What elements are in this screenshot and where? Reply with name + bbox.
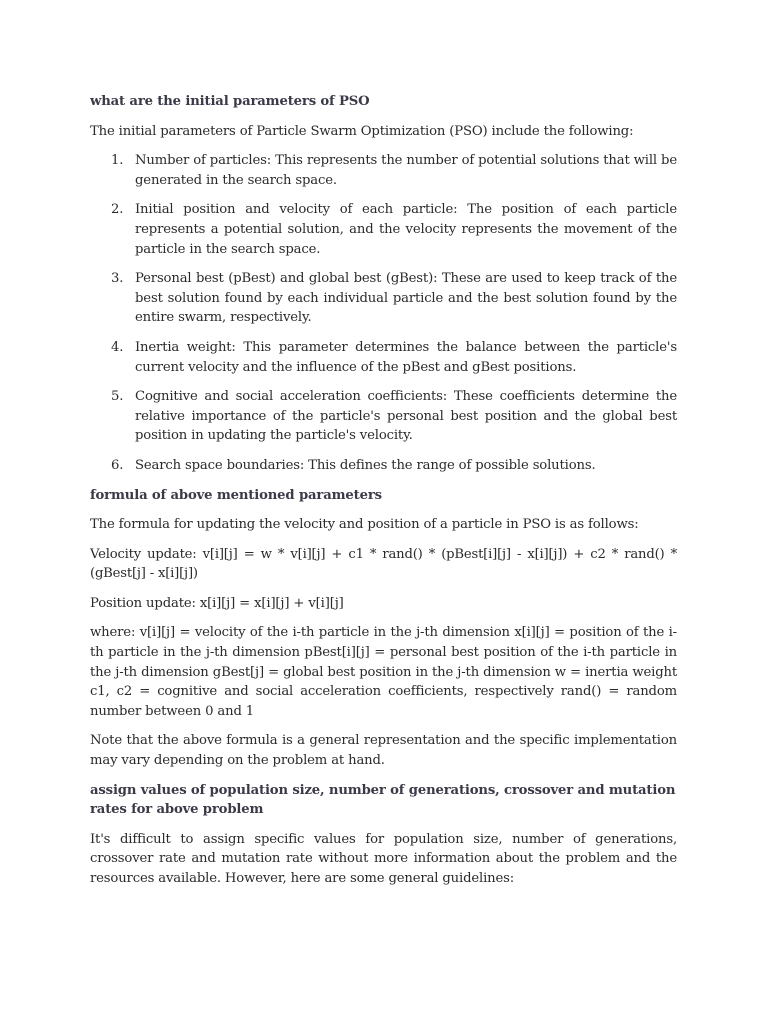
list-item [111, 338, 677, 377]
list-item-number: 1. [111, 153, 124, 169]
list-item-text: Initial position and velocity of each particle: The position of each particle represents a potential solution, and the velocity represents the movement of the particle in the search space. [135, 202, 677, 257]
paragraph-formula-intro: The formula for updating the velocity and position of a particle in PSO is as follows: [90, 517, 639, 533]
parameters-list [90, 151, 677, 475]
list-item-text: Cognitive and social acceleration coefficients: These coefficients determine the relative importance of the particle's personal best position and the global best position in updating the particle's velocity. [135, 389, 677, 444]
list-item-number: 6. [111, 457, 124, 473]
list-item [111, 200, 677, 259]
paragraph-guidelines-intro: It's difficult to assign specific values for population size, number of generations, crossover rate and mutation rate without more information about the problem and the resources available. However, here are some general guidelines: [90, 831, 677, 886]
list-item-number: 5. [111, 389, 124, 405]
list-item-number: 2. [111, 202, 124, 218]
list-item-text: Personal best (pBest) and global best (gBest): These are used to keep track of the best solution found by each individual particle and the best solution found by the entire swarm, respectively. [135, 271, 677, 326]
document-body [90, 92, 677, 899]
paragraph-velocity-update: Velocity update: v[i][j] = w * v[i][j] + c1 * rand() * (pBest[i][j] - x[i][j]) + c2 * rand() * (gBest[j] - x[i][j]) [90, 546, 677, 582]
section-heading-assign-values: assign values of population size, number of generations, crossover and mutation rates for above problem [90, 782, 676, 818]
paragraph-where: where: v[i][j] = velocity of the i-th particle in the j-th dimension x[i][j] = position of the i-th particle in the j-th dimension pBest[i][j] = personal best position of the i-th particle in the j-th dimension gBest[j] = global best position in the j-th dimension w = inertia weight c1, c2 = cognitive and social acceleration coefficients, respectively rand() = random number between 0 and 1 [90, 625, 677, 719]
list-item-text: Inertia weight: This parameter determines the balance between the particle's current velocity and the influence of the pBest and gBest positions. [135, 339, 677, 375]
paragraph-position-update: Position update: x[i][j] = x[i][j] + v[i][j] [90, 595, 344, 611]
list-item-text: Search space boundaries: This defines the range of possible solutions. [135, 457, 596, 473]
list-item [111, 387, 677, 446]
list-item [111, 456, 677, 476]
paragraph-note: Note that the above formula is a general representation and the specific implementation may vary depending on the problem at hand. [90, 733, 677, 769]
list-item-text: Number of particles: This represents the number of potential solutions that will be generated in the search space. [135, 153, 677, 188]
list-item [111, 151, 677, 190]
section-heading-formula: formula of above mentioned parameters [90, 487, 382, 503]
section-heading-initial-parameters: what are the initial parameters of PSO [90, 94, 370, 109]
paragraph-intro: The initial parameters of Particle Swarm Optimization (PSO) include the following: [90, 123, 634, 139]
list-item-number: 4. [111, 339, 124, 355]
list-item-number: 3. [111, 271, 124, 287]
list-item [111, 269, 677, 328]
